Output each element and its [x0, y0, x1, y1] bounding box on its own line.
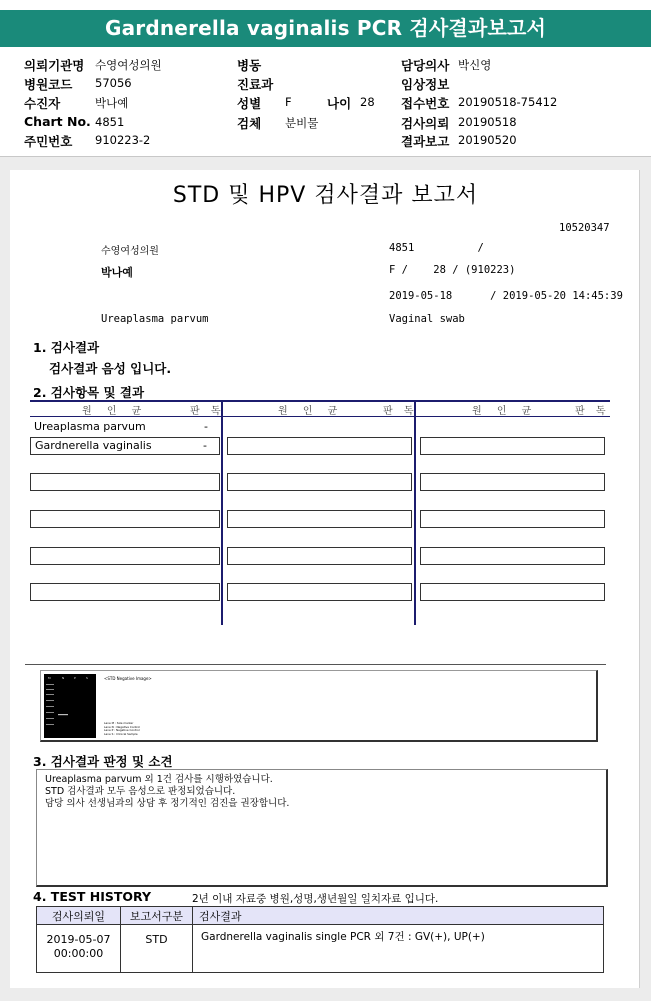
value-receipt-no: 20190518-75412 [458, 95, 558, 109]
empty-row [420, 547, 605, 565]
report-test-name: Ureaplasma parvum [101, 313, 209, 325]
label-report-date: 결과보고 [401, 134, 450, 149]
opinion-box [36, 769, 608, 887]
organism-name: Ureaplasma parvum [34, 420, 146, 433]
history-col-type: 보고서구분 [121, 907, 193, 925]
label-sex: 성별 [237, 96, 262, 111]
opinion-line: 담당 의사 선생님과의 상담 후 정기적인 검진을 권장합니다. [45, 798, 290, 809]
report-chart: 4851 / [389, 242, 484, 254]
label-specimen: 검체 [237, 116, 262, 131]
section1-result-text: 검사결과 음성 입니다. [49, 361, 172, 376]
label-clinical-info: 임상정보 [401, 77, 450, 92]
gel-lane-label: P [74, 676, 76, 680]
history-date: 2019-05-07 [46, 933, 111, 946]
history-note: 2년 이내 자료중 병원,성명,생년월일 일치자료 입니다. [192, 893, 439, 905]
empty-row [227, 437, 412, 455]
col-header-result-1: 판 독 [190, 406, 225, 417]
gel-lane-label: M [48, 676, 51, 680]
empty-row [227, 583, 412, 601]
value-hospital-code: 57056 [95, 76, 132, 90]
gel-lane-label: S [86, 676, 88, 680]
value-hospital-name: 수영여성의원 [95, 58, 162, 72]
empty-row [227, 473, 412, 491]
empty-row [30, 583, 220, 601]
value-specimen: 분비물 [285, 116, 319, 130]
label-patient: 수진자 [24, 96, 61, 111]
table-divider-1 [221, 400, 223, 625]
gel-legend-line: Lane M : Size marker [104, 721, 134, 725]
empty-row [420, 437, 605, 455]
report-code: 10520347 [559, 222, 610, 234]
report-sex-age: F / 28 / (910223) [389, 264, 516, 276]
report-document-title: STD 및 HPV 검사결과 보고서 [172, 183, 479, 208]
section4-heading: 4. TEST HISTORY [33, 889, 152, 904]
col-header-organism-1: 원 인 균 [82, 406, 148, 417]
gel-legend-line: Lane N : Negative Control [104, 724, 141, 729]
value-report-date: 20190520 [458, 133, 517, 147]
empty-row [420, 473, 605, 491]
label-chart-no: Chart No. [24, 114, 91, 129]
label-age: 나이 [327, 96, 352, 111]
label-request-date: 검사의뢰 [401, 116, 450, 131]
label-department: 진료과 [237, 77, 274, 92]
opinion-line: STD 검사결과 모두 음성으로 판정되었습니다. [45, 786, 236, 797]
label-doctor: 담당의사 [401, 58, 450, 73]
opinion-line: Ureaplasma parvum 외 1건 검사를 시행하였습니다. [45, 774, 273, 785]
table-divider-2 [414, 400, 416, 625]
empty-row [30, 473, 220, 491]
col-header-organism-2: 원 인 균 [278, 406, 344, 417]
section3-heading: 3. 검사결과 판정 및 소견 [33, 754, 173, 769]
test-history-table [36, 906, 604, 973]
report-hospital: 수영여성의원 [101, 246, 159, 257]
gel-legend [104, 722, 140, 736]
value-resident-no: 910223-2 [95, 133, 151, 147]
label-hospital-code: 병원코드 [24, 77, 73, 92]
table-row [37, 925, 604, 973]
gel-lane-label: N [62, 676, 65, 680]
section2-heading: 2. 검사항목 및 결과 [33, 385, 145, 400]
gel-legend-line: Lane P : Negative Control [104, 728, 140, 732]
header-divider [0, 156, 651, 157]
history-type: STD [121, 925, 193, 973]
gel-caption: <STD Negative Image> [104, 676, 152, 681]
empty-row [30, 547, 220, 565]
table-row [30, 437, 220, 455]
organism-result: - [204, 420, 208, 433]
label-receipt-no: 접수번호 [401, 96, 450, 111]
label-ward: 병동 [237, 58, 262, 73]
empty-row [227, 547, 412, 565]
gel-electrophoresis-image [44, 674, 96, 738]
col-header-result-3: 판 독 [575, 406, 610, 417]
gel-legend-line: Lane S : Clinical Sample [104, 731, 138, 736]
value-doctor: 박신영 [458, 58, 492, 72]
empty-row [420, 510, 605, 528]
organism-name: Gardnerella vaginalis [35, 439, 152, 452]
section1-heading: 1. 검사결과 [33, 340, 100, 355]
history-time: 00:00:00 [53, 947, 104, 960]
section-divider [25, 664, 606, 665]
empty-row [420, 583, 605, 601]
col-header-result-2: 판 독 [383, 406, 418, 417]
value-request-date: 20190518 [458, 115, 517, 129]
value-chart-no: 4851 [95, 115, 125, 129]
value-patient: 박나예 [95, 96, 129, 110]
organism-result: - [203, 439, 207, 452]
history-col-result: 검사결과 [193, 907, 604, 925]
label-hospital-name: 의뢰기관명 [24, 58, 85, 73]
report-specimen: Vaginal swab [389, 313, 465, 325]
patient-info-header [0, 48, 651, 156]
report-title-bar: Gardnerella vaginalis PCR 검사결과보고서 [0, 10, 651, 47]
col-header-organism-3: 원 인 균 [472, 406, 538, 417]
report-dates: 2019-05-18 / 2019-05-20 14:45:39 [389, 290, 623, 302]
value-sex: F [285, 95, 292, 109]
report-patient: 박나예 [101, 266, 133, 279]
value-age: 28 [360, 95, 375, 109]
label-resident-no: 주민번호 [24, 134, 73, 149]
table-row [30, 419, 220, 437]
empty-row [30, 510, 220, 528]
history-col-date: 검사의뢰일 [37, 907, 121, 925]
history-date-cell [37, 925, 121, 973]
history-result: Gardnerella vaginalis single PCR 외 7건 : GV(+), UP(+) [193, 925, 604, 973]
empty-row [227, 510, 412, 528]
